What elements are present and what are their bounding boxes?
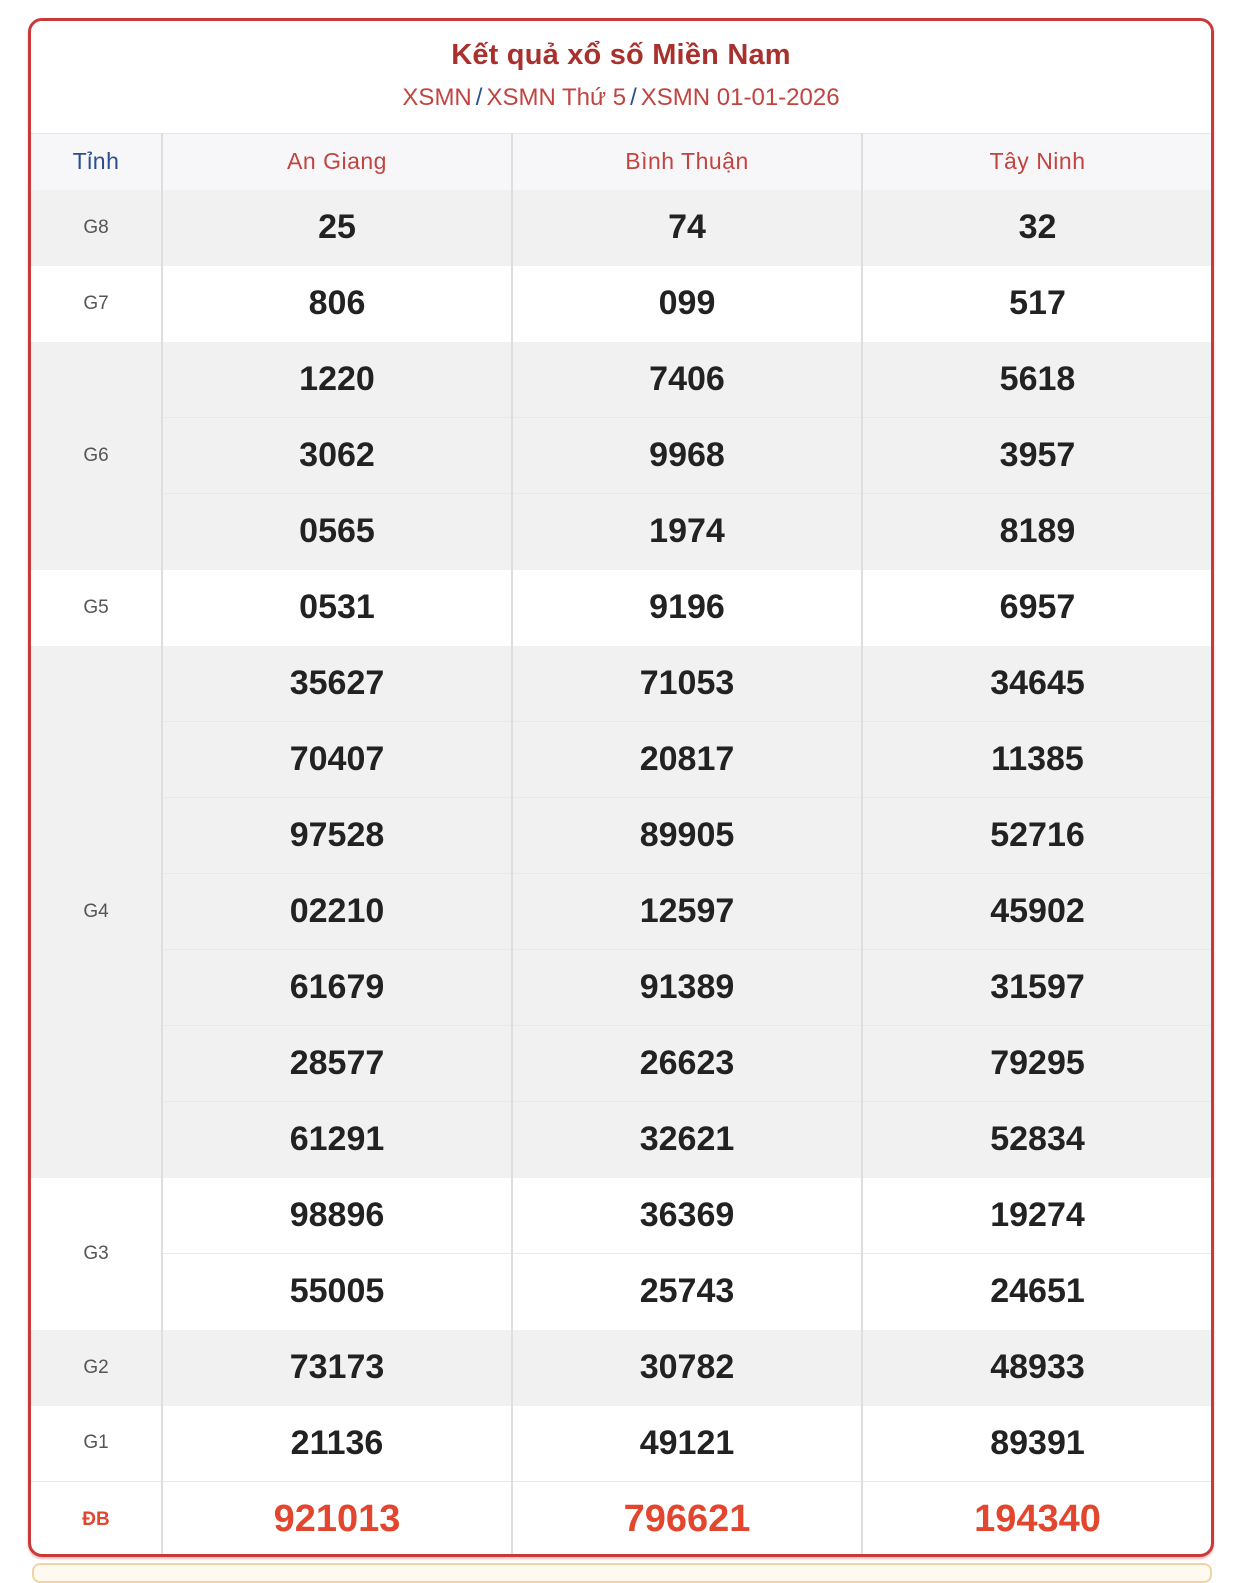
prize-row-g4 xyxy=(31,722,1212,798)
prize-row-g4 xyxy=(31,1102,1212,1178)
prize-label: G3 xyxy=(83,1242,109,1264)
prize-number: 32621 xyxy=(512,1102,862,1178)
prize-number: 3062 xyxy=(162,418,512,494)
prize-number: 31597 xyxy=(862,950,1212,1026)
prize-number: 34645 xyxy=(862,646,1212,722)
prize-number: 5618 xyxy=(862,342,1212,418)
prize-label: G8 xyxy=(31,190,162,266)
prize-row-g4 xyxy=(31,874,1212,950)
prize-row-g4 xyxy=(31,1026,1212,1102)
prize-row-g2 xyxy=(31,1330,1212,1406)
prize-row-g4 xyxy=(31,646,1212,722)
prize-row-special xyxy=(31,1482,1212,1558)
prize-row-g6 xyxy=(31,494,1212,570)
prize-row-g1 xyxy=(31,1406,1212,1482)
prize-number: 517 xyxy=(862,266,1212,342)
prize-row-g4 xyxy=(31,798,1212,874)
prize-row-g6 xyxy=(31,342,1212,418)
breadcrumb-xsmn-date[interactable]: XSMN 01-01-2026 xyxy=(640,84,840,111)
prize-number: 98896 xyxy=(162,1178,512,1254)
prize-number: 70407 xyxy=(162,722,512,798)
prize-label: G6 xyxy=(31,342,162,570)
prize-number: 25743 xyxy=(512,1254,862,1330)
prize-number: 7406 xyxy=(512,342,862,418)
prize-number: 55005 xyxy=(162,1254,512,1330)
prize-number: 20817 xyxy=(512,722,862,798)
breadcrumb-xsmn[interactable]: XSMN xyxy=(402,84,472,111)
prize-label: G7 xyxy=(83,292,109,314)
prize-row-g5 xyxy=(31,570,1212,646)
prize-number: 19274 xyxy=(862,1178,1212,1254)
prize-number: 32 xyxy=(862,190,1212,266)
prize-number: 806 xyxy=(162,266,512,342)
prize-number: 24651 xyxy=(862,1254,1212,1330)
special-prize-number: 921013 xyxy=(162,1482,512,1558)
prize-number: 6957 xyxy=(862,570,1212,646)
prize-number: 11385 xyxy=(862,722,1212,798)
prize-number: 91389 xyxy=(512,950,862,1026)
prize-number: 25 xyxy=(162,190,512,266)
prize-row-g4 xyxy=(31,950,1212,1026)
prize-number: 36369 xyxy=(512,1178,862,1254)
prize-number: 74 xyxy=(512,190,862,266)
prize-row-g8 xyxy=(31,190,1212,266)
prize-number: 61679 xyxy=(162,950,512,1026)
prize-number: 9196 xyxy=(512,570,862,646)
page-title: Kết quả xổ số Miền Nam xyxy=(451,39,791,71)
prize-number: 8189 xyxy=(862,494,1212,570)
prize-number: 61291 xyxy=(162,1102,512,1178)
column-header-tay-ninh[interactable]: Tây Ninh xyxy=(862,134,1212,190)
prize-row-g3 xyxy=(31,1254,1212,1330)
prize-number: 52716 xyxy=(862,798,1212,874)
breadcrumb-xsmn-thu5[interactable]: XSMN Thứ 5 xyxy=(486,84,627,111)
prize-number: 89905 xyxy=(512,798,862,874)
prize-label: G2 xyxy=(31,1330,162,1406)
prize-number: 1974 xyxy=(512,494,862,570)
prize-row-g3 xyxy=(31,1178,1212,1254)
prize-label: G4 xyxy=(31,646,162,1178)
prize-number: 45902 xyxy=(862,874,1212,950)
card-header xyxy=(31,21,1211,133)
prize-number: 12597 xyxy=(512,874,862,950)
prize-number: 52834 xyxy=(862,1102,1212,1178)
column-header-an-giang[interactable]: An Giang xyxy=(162,134,512,190)
prize-number: 9968 xyxy=(512,418,862,494)
column-header-tinh: Tỉnh xyxy=(31,134,162,190)
breadcrumb xyxy=(31,84,1211,112)
table-header-row xyxy=(31,134,1212,190)
prize-number: 0565 xyxy=(162,494,512,570)
special-prize-number: 796621 xyxy=(512,1482,862,1558)
prize-label: G1 xyxy=(83,1432,109,1454)
prize-number: 099 xyxy=(512,266,862,342)
prize-number: 79295 xyxy=(862,1026,1212,1102)
prize-row-g6 xyxy=(31,418,1212,494)
prize-number: 02210 xyxy=(162,874,512,950)
prize-number: 1220 xyxy=(162,342,512,418)
prize-number: 30782 xyxy=(512,1330,862,1406)
next-section-edge xyxy=(32,1563,1212,1583)
prize-number: 48933 xyxy=(862,1330,1212,1406)
prize-label-special: ĐB xyxy=(31,1482,162,1558)
prize-number: 26623 xyxy=(512,1026,862,1102)
prize-number: 89391 xyxy=(862,1406,1212,1482)
prize-number: 97528 xyxy=(162,798,512,874)
prize-number: 71053 xyxy=(512,646,862,722)
prize-number: 35627 xyxy=(162,646,512,722)
prize-number: 21136 xyxy=(162,1406,512,1482)
prize-number: 49121 xyxy=(512,1406,862,1482)
special-prize-number: 194340 xyxy=(862,1482,1212,1558)
results-card xyxy=(28,18,1214,1557)
breadcrumb-separator: / xyxy=(475,84,483,111)
breadcrumb-separator: / xyxy=(630,84,637,111)
prize-number: 28577 xyxy=(162,1026,512,1102)
prize-row-g7 xyxy=(31,266,1212,342)
results-table xyxy=(31,133,1212,1557)
column-header-binh-thuan[interactable]: Bình Thuận xyxy=(512,134,862,190)
prize-label: G5 xyxy=(83,596,109,618)
prize-number: 3957 xyxy=(862,418,1212,494)
prize-number: 73173 xyxy=(162,1330,512,1406)
prize-number: 0531 xyxy=(162,570,512,646)
